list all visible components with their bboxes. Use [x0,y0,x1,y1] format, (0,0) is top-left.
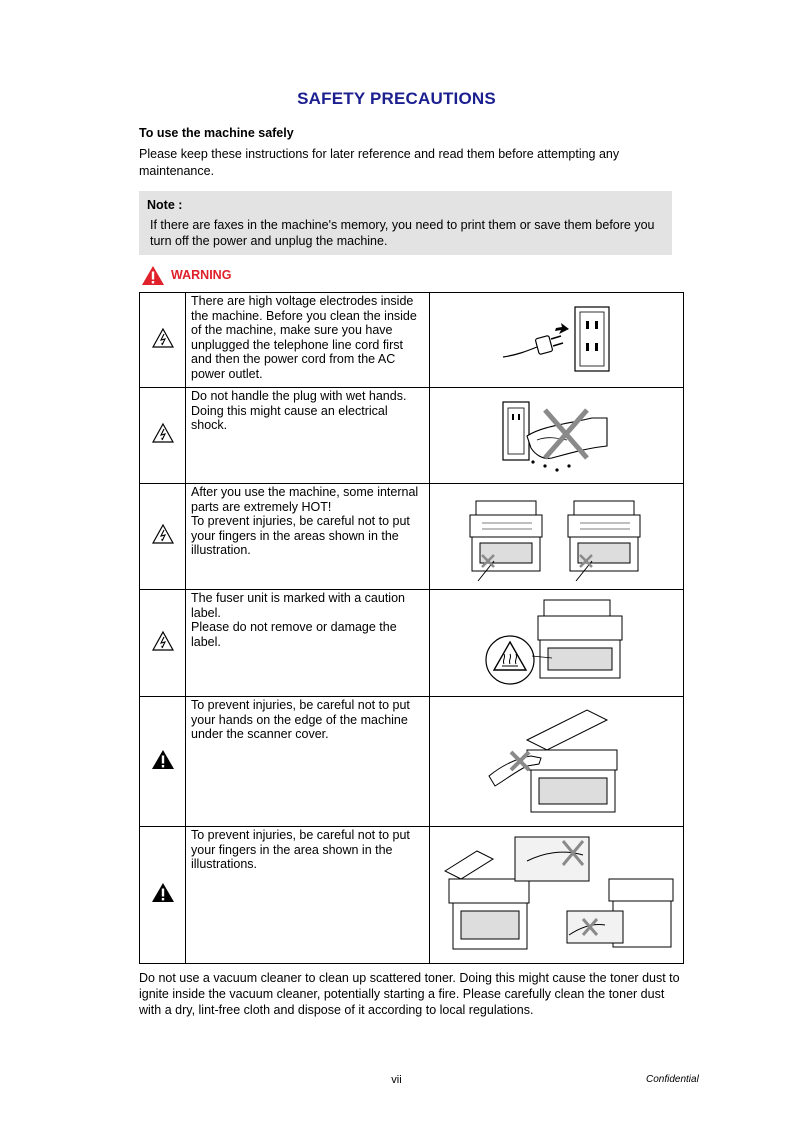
warning-text: To prevent injuries, be careful not to put your fingers in the area shown in the illustrations. [191,828,410,872]
warning-text: The fuser unit is marked with a caution label. [191,591,405,620]
warning-text: To prevent injuries, be careful not to put your hands on the edge of the machine under the scanner cover. [191,698,410,742]
note-text: If there are faxes in the machine's memory, you need to print them or save them before you turn off the power and unplug the machine. [150,218,655,248]
electric-hazard-icon [152,524,174,544]
icon-cell [140,697,186,827]
warning-text-cell [186,697,430,827]
warning-text-cell [186,484,430,590]
intro-paragraph: Please keep these instructions for later reference and read them before attempting any maintenance. [139,147,620,178]
caution-triangle-icon [151,749,175,770]
illustration-cell [430,590,684,697]
warning-text: After you use the machine, some internal parts are extremely HOT! [191,485,419,514]
wet-hands-plug-illustration [497,396,617,476]
finger-pinch-area-illustration [437,831,677,959]
illustration-cell [430,697,684,827]
table-row [140,590,684,697]
table-row [140,697,684,827]
section-subheading: To use the machine safely [139,126,294,140]
fuser-caution-label-illustration [482,596,632,691]
table-row [140,827,684,964]
electric-hazard-icon [152,328,174,348]
icon-cell [140,484,186,590]
warning-text: Please do not remove or damage the label. [191,620,397,649]
warning-text: Doing this might cause an electrical shock. [191,403,388,433]
icon-cell [140,293,186,388]
note-label: Note : [147,198,183,212]
warning-text: There are high voltage electrodes inside the machine. Before you clean the inside of the machine, make sure you have unplugged the telephone line cord first and then the power cord from the AC power outlet. [191,294,417,381]
illustration-cell [430,484,684,590]
table-row [140,293,684,388]
hot-internal-parts-illustration [462,491,652,583]
electric-hazard-icon [152,423,174,443]
note-box [139,191,672,255]
illustration-cell [430,293,684,388]
warning-text-cell [186,388,430,484]
table-row [140,388,684,484]
warning-text-cell [186,293,430,388]
warning-heading [141,264,231,286]
warning-label: WARNING [171,268,232,282]
page-title: SAFETY PRECAUTIONS [297,89,496,108]
table-row [140,484,684,590]
icon-cell [140,827,186,964]
illustration-cell [430,388,684,484]
icon-cell [140,388,186,484]
illustration-cell [430,827,684,964]
electric-hazard-icon [152,631,174,651]
warning-text-cell [186,590,430,697]
unplug-power-cord-illustration [497,301,617,379]
warning-text: Do not handle the plug with wet hands. [191,389,407,403]
warning-text-cell [186,827,430,964]
vacuum-cleaner-warning: Do not use a vacuum cleaner to clean up scattered toner. Doing this might cause the toner dust to ignite inside the vacuum cleaner, potentially starting a fire. Please carefully clean the toner dust with a dry, lint-free cloth and dispose of it according to local regulations. [139,971,680,1017]
warning-triangle-icon [141,265,165,286]
caution-triangle-icon [151,882,175,903]
confidential-label: Confidential [646,1074,699,1085]
scanner-cover-hand-illustration [487,706,627,818]
warning-table [139,292,684,964]
page-number: vii [391,1074,402,1086]
warning-text: To prevent injuries, be careful not to put your fingers in the areas shown in the illustration. [191,514,410,558]
icon-cell [140,590,186,697]
